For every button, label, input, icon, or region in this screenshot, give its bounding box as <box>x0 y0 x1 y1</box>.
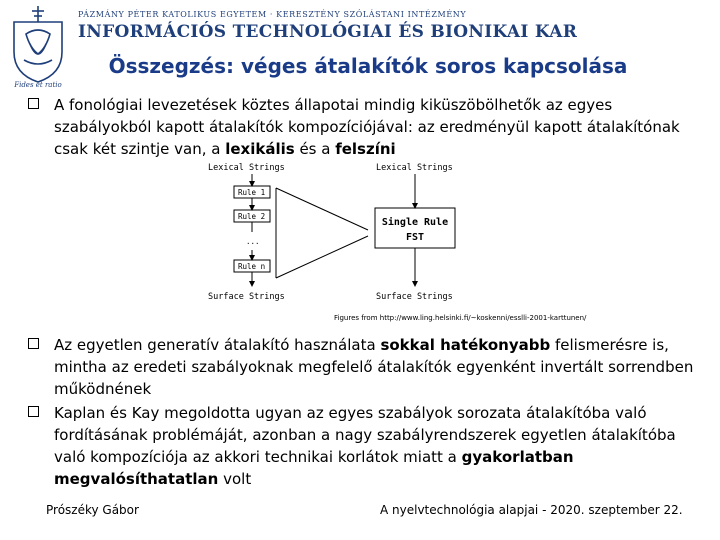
rule-1-box: Rule 1 <box>238 188 266 197</box>
checkbox-bullet-icon <box>28 406 39 417</box>
logo-motto: Fides et ratio <box>14 81 62 88</box>
single-rule-label: Single Rule <box>381 217 449 228</box>
checkbox-bullet-icon <box>28 98 39 109</box>
checkbox-bullet-icon <box>28 338 39 349</box>
rule-ellipsis: ... <box>246 237 260 246</box>
bullet-item-1 <box>28 94 708 160</box>
slide-header <box>0 0 720 92</box>
bullet-text-part: volt <box>218 470 252 488</box>
footer-course: A nyelvtechnológia alapjai - 2020. szeptember 22. <box>380 503 683 517</box>
bullet-item-2 <box>28 334 708 400</box>
right-surface-label: Surface Strings <box>376 292 453 302</box>
bullet-text-part: és a <box>294 140 336 158</box>
footer-author: Prószéky Gábor <box>46 503 139 517</box>
figure-caption: Figures from http://www.ling.helsinki.fi/~koskenni/esslli-2001-karttunen/ <box>334 314 587 322</box>
rule-2-box: Rule 2 <box>238 212 266 221</box>
left-surface-label: Surface Strings <box>208 292 285 302</box>
bullet-bold-term: sokkal hatékonyabb <box>380 336 551 354</box>
left-lexical-label: Lexical Strings <box>208 163 285 173</box>
right-lexical-label: Lexical Strings <box>376 163 453 173</box>
bullet-text <box>54 334 708 400</box>
bullet-item-3 <box>28 402 708 490</box>
bullet-text-part: felismerésre is, mintha az eredeti szabályoknak megfelelő átalakítók egyenként invertált sorrendben működnének <box>54 336 694 398</box>
university-crest-icon <box>6 4 70 88</box>
bullet-bold-term: lexikális <box>225 140 295 158</box>
faculty-name: INFORMÁCIÓS TECHNOLÓGIAI ÉS BIONIKAI KAR <box>78 22 578 42</box>
fst-label: FST <box>405 232 425 243</box>
bullet-text-part: Kaplan és Kay megoldotta ugyan az egyes szabályok sorozata átalakítóba való fordításának problémáját, azonban a nagy szabályrendszerek egyetlen átalakítóba való kompozíciója az akkori technikai korlátok miatt a <box>54 404 676 466</box>
slide-title: Összegzés: véges átalakítók soros kapcsolása <box>108 54 628 78</box>
fst-composition-figure <box>200 160 470 305</box>
bullet-bold-term: gyakorlatban megvalósíthatatlan <box>54 448 574 488</box>
university-name: PÁZMÁNY PÉTER KATOLIKUS EGYETEM · KERESZTÉNY SZÓLÁSTANI INTÉZMÉNY <box>78 10 467 19</box>
bullet-text-part: A fonológiai levezetések köztes állapotai mindig kiküszöbölhetők az egyes szabályokból kapott átalakítók kompozíciójával: az eredményül kapott átalakítónak csak két szintje van, a <box>54 96 680 158</box>
bullet-text-part: Az egyetlen generatív átalakító használata <box>54 336 381 354</box>
rule-n-box: Rule n <box>238 262 266 271</box>
bullet-bold-term: felszíni <box>335 140 396 158</box>
bullet-text <box>54 402 708 490</box>
bullet-text <box>54 94 708 160</box>
